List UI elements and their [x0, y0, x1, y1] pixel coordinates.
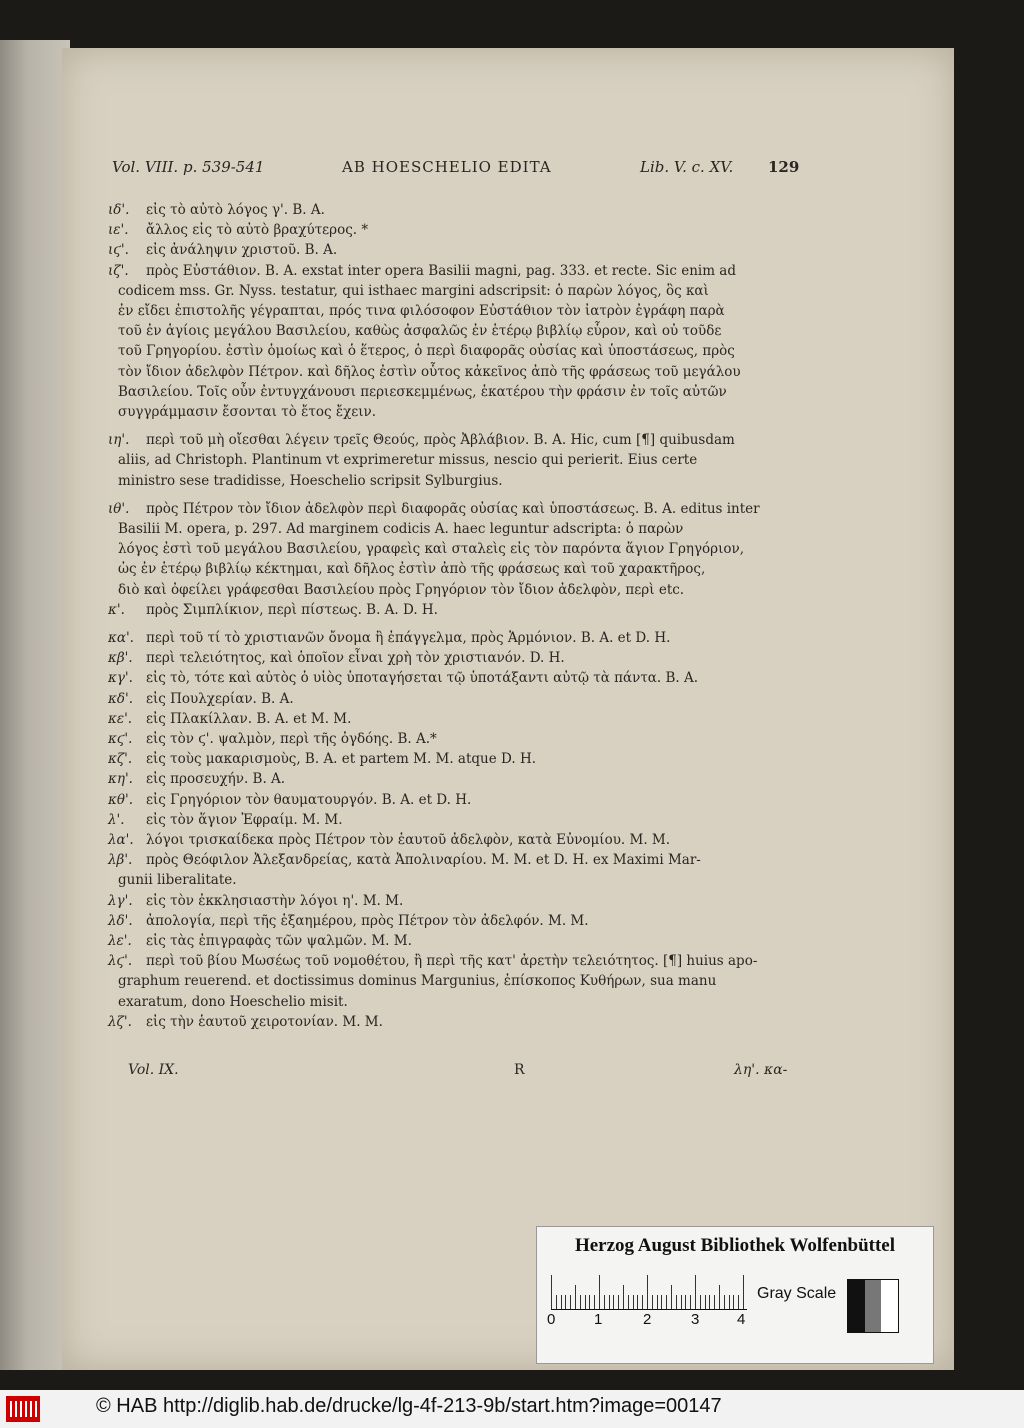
entry-continuation-text: exaratum, dono Hoeschelio misit.: [118, 993, 348, 1010]
ruler-tick: [700, 1295, 701, 1309]
footer-catchword: λη'. κα-: [734, 1062, 788, 1078]
entry-continuation-text: gunii liberalitate.: [118, 872, 237, 889]
ruler-tick: [551, 1275, 552, 1309]
entry-continuation-text: συγγράμμασιν ἔσονται τὸ ἔτος ἔχειν.: [118, 404, 377, 420]
entry-text: πρὸς Εὐστάθιον. B. A. exstat inter opera Basilii magni, pag. 333. et recte. Sic enim ad: [146, 262, 736, 279]
entry-text: εἰς τὰς ἐπιγραφὰς τῶν ψαλμῶν. M. M.: [146, 933, 412, 949]
ruler-tick: [652, 1295, 653, 1309]
entry-text: ἄλλος εἰς τὸ αὐτὸ βραχύτερος. *: [146, 222, 369, 239]
entry-text: εἰς προσευχήν. B. A.: [146, 771, 286, 788]
entry-continuation-text: τὸν ἴδιον ἀδελφὸν Πέτρον. καὶ δῆλος ἐστὶν οὗτος κἀκεῖνος ἀπὸ τῆς φράσεως τοῦ μεγάλου: [118, 363, 741, 380]
entry-continuation-text: τοῦ ἐν ἁγίοις μεγάλου Βασιλείου, καθὼς ἀσφαλῶς ἐν ἑτέρῳ βιβλίῳ εὗρον, καὶ οὐ τοῦδε: [118, 323, 722, 340]
entry-continuation-text: codicem mss. Gr. Nyss. testatur, qui isthaec margini adscripsit: ὁ παρὼν λόγος, ὃς καὶ: [118, 282, 709, 299]
ruler-tick: [709, 1295, 710, 1309]
ruler-tick: [618, 1295, 619, 1309]
entry-text: εἰς ἀνάληψιν χριστοῦ. B. A.: [146, 242, 338, 259]
entry-number: κη'.: [108, 771, 133, 788]
ruler-tick: [676, 1295, 677, 1309]
entry-number: κζ'.: [108, 751, 133, 768]
ruler-tick: [724, 1295, 725, 1309]
entry-text: πρὸς Θεόφιλον Ἀλεξανδρείας, κατὰ Ἀπολιναρίου. M. M. et D. H. ex Maximi Mar-: [146, 852, 701, 869]
ruler-tick: [705, 1295, 706, 1309]
header-page-number: 129: [768, 158, 800, 176]
entry-text: εἰς τοὺς μακαρισμοὺς, B. A. et partem M. M. atque D. H.: [146, 751, 537, 768]
entry-continuation-text: διὸ καὶ ὀφείλει γράφεσθαι Βασιλείου πρὸς Γρηγόριον τὸν ἴδιον ἀδελφὸν, περὶ etc.: [118, 581, 685, 598]
ruler-tick: [647, 1275, 648, 1309]
entry-text: περὶ τοῦ τί τὸ χριστιανῶν ὄνομα ἢ ἐπάγγελμα, πρὸς Ἁρμόνιον. B. A. et D. H.: [146, 630, 671, 646]
entry-number: ιθ'.: [108, 500, 130, 517]
scale-number: 3: [691, 1311, 700, 1328]
entry-text: εἰς τὸν ἅγιον Ἐφραίμ. M. M.: [146, 811, 343, 828]
entry-text: εἰς τὸν ϛ'. ψαλμὸν, περὶ τῆς ὀγδόης. B. A.*: [146, 731, 437, 747]
entry-continuation-text: ministro sese tradidisse, Hoeschelio scripsit Sylburgius.: [118, 472, 503, 489]
ruler-tick: [738, 1295, 739, 1309]
ruler-tick: [657, 1295, 658, 1309]
ruler-tick: [695, 1275, 696, 1309]
ruler-tick: [671, 1285, 672, 1309]
entry-number: λβ'.: [108, 852, 133, 869]
entry-text: περὶ τοῦ βίου Μωσέως τοῦ νομοθέτου, ἢ περὶ τῆς κατ' ἀρετὴν τελειότητος. [¶] huius apo-: [146, 953, 758, 970]
ruler-tick: [585, 1295, 586, 1309]
entry-number: λϛ'.: [108, 953, 133, 970]
entry-continuation-text: τοῦ Γρηγορίου. ἐστὶν ὁμοίως καὶ ὁ ἕτερος, ὁ περὶ διαφορᾶς οὐσίας καὶ ὑποστάσεως, πρὸς: [118, 343, 735, 360]
entry-text: εἰς Πουλχερίαν. B. A.: [146, 690, 294, 707]
entry-number: λδ'.: [108, 912, 133, 929]
entry-number: λ'.: [108, 811, 125, 828]
entry-text: εἰς τὴν ἑαυτοῦ χειροτονίαν. M. M.: [146, 1013, 383, 1030]
entry-text: εἰς τὸ αὐτὸ λόγος γ'. B. A.: [146, 202, 325, 218]
ruler-tick: [580, 1295, 581, 1309]
entry-text: λόγοι τρισκαίδεκα πρὸς Πέτρον τὸν ἑαυτοῦ ἀδελφὸν, κατὰ Εὐνομίου. M. M.: [146, 832, 671, 848]
ruler-tick: [594, 1295, 595, 1309]
entry-text: εἰς τὸν ἐκκλησιαστὴν λόγοι η'. M. M.: [146, 892, 404, 909]
ruler-tick: [690, 1295, 691, 1309]
entry-number: κε'.: [108, 710, 133, 727]
entry-number: κβ'.: [108, 650, 133, 667]
entry-number: κθ'.: [108, 791, 133, 808]
header-title: AB HOESCHELIO EDITA: [342, 158, 552, 176]
ruler-tick: [685, 1295, 686, 1309]
ruler-tick: [613, 1295, 614, 1309]
header-book-ref: Lib. V. c. XV.: [640, 158, 734, 176]
previous-page-edge: [0, 40, 70, 1370]
entry-text: εἰς Πλακίλλαν. B. A. et M. M.: [146, 710, 352, 727]
ruler-tick: [666, 1295, 667, 1309]
ruler-tick: [661, 1295, 662, 1309]
entry-continuation-text: aliis, ad Christoph. Plantinum vt exprimeretur missus, nescio qui perierit. Eius certe: [118, 452, 698, 469]
ruler-tick: [609, 1295, 610, 1309]
ruler-tick: [743, 1275, 744, 1309]
scale-number: 0: [547, 1311, 556, 1328]
library-color-card: [536, 1226, 934, 1364]
ruler-tick: [681, 1295, 682, 1309]
entry-number: λα'.: [108, 832, 134, 848]
entry-number: κγ'.: [108, 670, 133, 687]
ruler-tick: [628, 1295, 629, 1309]
ruler-tick: [575, 1285, 576, 1309]
entry-number: ιε'.: [108, 222, 129, 239]
ruler-tick: [623, 1285, 624, 1309]
entry-continuation-text: ὡς ἐν ἑτέρῳ βιβλίῳ κέκτημαι, καὶ δῆλος ἐστὶν ἀπὸ τῆς φράσεως καὶ τοῦ χαρακτῆρος,: [118, 561, 706, 578]
entry-number: ιη'.: [108, 432, 130, 449]
footer-volume: Vol. IX.: [128, 1062, 179, 1078]
swatch-black: [848, 1280, 865, 1332]
scale-ruler: [551, 1273, 747, 1310]
gray-scale-swatches: [847, 1279, 899, 1333]
entry-text: περὶ τοῦ μὴ οἴεσθαι λέγειν τρεῖς Θεούς, πρὸς Ἀβλάβιον. B. A. Hic, cum [¶] quibusdam: [146, 432, 735, 449]
entry-number: ιζ'.: [108, 262, 129, 279]
ruler-tick: [719, 1285, 720, 1309]
scale-number: 2: [643, 1311, 652, 1328]
scale-number: 4: [737, 1311, 746, 1328]
ruler-tick: [561, 1295, 562, 1309]
ruler-tick: [642, 1295, 643, 1309]
entry-text: πρὸς Σιμπλίκιον, περὶ πίστεως. B. A. D. H.: [146, 601, 438, 618]
entry-text: ἀπολογία, περὶ τῆς ἑξαημέρου, πρὸς Πέτρον τὸν ἀδελφόν. M. M.: [146, 912, 589, 929]
ruler-tick: [714, 1295, 715, 1309]
ruler-tick: [589, 1295, 590, 1309]
ruler-tick: [565, 1295, 566, 1309]
ruler-tick: [633, 1295, 634, 1309]
entry-text: πρὸς Πέτρον τὸν ἴδιον ἀδελφὸν περὶ διαφορᾶς οὐσίας καὶ ὑποστάσεως. B. A. editus inter: [146, 500, 760, 517]
entry-number: κ'.: [108, 601, 125, 618]
swatch-gray: [865, 1280, 882, 1332]
footer-signature: R: [514, 1062, 525, 1078]
entry-continuation-text: Basilii M. opera, p. 297. Ad marginem codicis A. haec leguntur adscripta: ὁ παρὼν: [118, 521, 684, 537]
entry-number: κδ'.: [108, 690, 133, 707]
entry-text: περὶ τελειότητος, καὶ ὁποῖον εἶναι χρὴ τὸν χριστιανόν. D. H.: [146, 650, 565, 667]
entry-continuation-text: graphum reuerend. et doctissimus dominus Margunius, ἐπίσκοπος Κυθήρων, sua manu: [118, 973, 717, 990]
entry-continuation-text: Βασιλείου. Τοῖς οὖν ἐντυγχάνουσι περιεσκεμμένως, ἑκατέρου τὴν φράσιν ἐν τοῖς αὐτῶν: [118, 383, 727, 400]
copyright-link[interactable]: © HAB http://diglib.hab.de/drucke/lg-4f-213-9b/start.htm?image=00147: [96, 1395, 722, 1417]
scale-number: 1: [594, 1311, 603, 1328]
ruler-tick: [556, 1295, 557, 1309]
library-card-title: Herzog August Bibliothek Wolfenbüttel: [574, 1235, 896, 1256]
ruler-tick: [729, 1295, 730, 1309]
entry-number: κα'.: [108, 630, 134, 646]
swatch-white: [881, 1280, 898, 1332]
ruler-tick: [637, 1295, 638, 1309]
entry-continuation-text: λόγος ἐστὶ τοῦ μεγάλου Βασιλείου, γραφεὶς καὶ σταλεὶς εἰς τὸν παρόντα ἅγιον Γρηγόριον,: [118, 541, 745, 558]
ruler-tick: [733, 1295, 734, 1309]
entry-continuation-text: ἐν εἴδει ἐπιστολῆς γέγραπται, πρός τινα φιλόσοφον Εὐστάθιον τὸν ἰατρὸν ἐγράφη παρὰ: [118, 303, 725, 319]
entry-text: εἰς τὸ, τότε καὶ αὐτὸς ὁ υἱὸς ὑποταγήσεται τῷ ὑποτάξαντι αὐτῷ τὰ πάντα. B. A.: [146, 670, 699, 687]
gray-scale-label: Gray Scale: [757, 1285, 837, 1302]
ruler-tick: [570, 1295, 571, 1309]
entry-number: ιδ'.: [108, 202, 130, 218]
ruler-tick: [599, 1275, 600, 1309]
ruler-tick: [604, 1295, 605, 1309]
entry-text: εἰς Γρηγόριον τὸν θαυματουργόν. B. A. et D. H.: [146, 791, 472, 808]
bottom-bar: [0, 1390, 1024, 1428]
hab-logo-icon: [6, 1396, 40, 1422]
header-volume-ref: Vol. VIII. p. 539-541: [112, 158, 265, 176]
entry-number: λε'.: [108, 933, 132, 949]
entry-number: κϛ'.: [108, 731, 133, 747]
entry-number: λζ'.: [108, 1013, 132, 1030]
entry-number: λγ'.: [108, 892, 133, 909]
book-page: [62, 48, 954, 1370]
entry-number: ιϛ'.: [108, 242, 129, 259]
